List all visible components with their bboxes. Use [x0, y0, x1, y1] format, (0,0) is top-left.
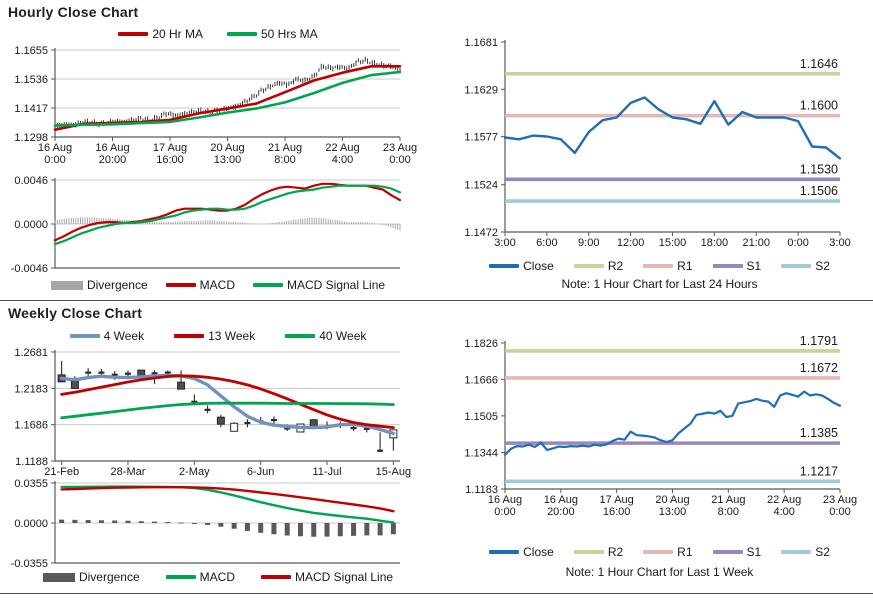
legend-item-divergence [51, 278, 148, 292]
svg-text:1.1472: 1.1472 [464, 227, 498, 239]
legend-label-r1: R1 [677, 545, 693, 559]
hourly-candles [55, 57, 400, 129]
legend-item-s2 [781, 545, 830, 559]
weekly-macd-svg [0, 478, 436, 572]
svg-text:23 Aug: 23 Aug [822, 494, 858, 506]
weekly-sr-legend [446, 545, 873, 559]
50-hrs-ma-swatch [227, 32, 257, 36]
svg-text:12:00: 12:00 [616, 237, 645, 249]
legend-item-close [489, 545, 554, 559]
svg-text:1.1666: 1.1666 [464, 374, 498, 387]
svg-text:-0.0355: -0.0355 [10, 558, 48, 570]
svg-text:20:00: 20:00 [98, 154, 127, 166]
legend-item-r1 [643, 259, 692, 273]
weekly-divergence-bars [59, 520, 396, 537]
40-week-swatch [285, 334, 315, 338]
r1-swatch [643, 264, 673, 268]
svg-text:0:00: 0:00 [829, 506, 851, 518]
svg-text:13:00: 13:00 [213, 154, 242, 166]
svg-text:13:00: 13:00 [658, 506, 687, 518]
svg-text:0.0355: 0.0355 [14, 478, 48, 490]
legend-item-r1 [643, 545, 692, 559]
r2-swatch [574, 264, 604, 268]
svg-text:1.1791: 1.1791 [799, 333, 838, 348]
svg-text:0:00: 0:00 [494, 506, 516, 518]
svg-text:1.1530: 1.1530 [799, 162, 838, 177]
svg-text:1.1344: 1.1344 [464, 447, 498, 460]
weekly-close-chart-title: Weekly Close Chart [8, 305, 143, 321]
legend-label-13-week: 13 Week [208, 329, 256, 343]
legend-item-close [489, 259, 554, 273]
svg-text:1.1629: 1.1629 [464, 84, 498, 97]
legend-label-20-hr-ma: 20 Hr MA [152, 27, 203, 41]
legend-item-50-hrs-ma [227, 27, 318, 41]
svg-text:-0.0046: -0.0046 [10, 263, 48, 275]
s1-swatch [713, 550, 743, 554]
svg-text:18:00: 18:00 [700, 237, 729, 249]
section-divider-bottom [0, 593, 873, 594]
svg-text:16:00: 16:00 [156, 154, 184, 166]
svg-text:1.1385: 1.1385 [799, 426, 838, 441]
svg-text:1.1298: 1.1298 [14, 132, 48, 144]
hourly-macd-svg [0, 172, 436, 276]
svg-text:0:00: 0:00 [389, 154, 411, 166]
svg-text:1.1506: 1.1506 [799, 184, 838, 199]
legend-item-13-week [174, 329, 255, 343]
s1-swatch [713, 264, 743, 268]
svg-text:15:00: 15:00 [658, 237, 687, 249]
svg-text:1.1655: 1.1655 [14, 45, 48, 57]
svg-text:0:00: 0:00 [787, 237, 809, 249]
svg-text:1.1826: 1.1826 [464, 338, 498, 350]
hourly-support-resistance-chart [446, 28, 873, 263]
svg-text:0:00: 0:00 [44, 154, 66, 166]
svg-text:16 Aug: 16 Aug [95, 142, 130, 154]
weekly-macd-legend [0, 570, 436, 584]
hourly-price-svg [0, 44, 436, 170]
svg-text:1.1681: 1.1681 [464, 37, 498, 49]
legend-item-40-week [285, 329, 366, 343]
legend-label-close: Close [523, 259, 554, 273]
hourly-close-chart-title: Hourly Close Chart [8, 4, 139, 20]
svg-text:23 Aug: 23 Aug [382, 142, 418, 154]
svg-text:21-Feb: 21-Feb [44, 466, 80, 478]
svg-text:11-Jul: 11-Jul [312, 466, 342, 478]
legend-label-macd: MACD [199, 278, 235, 292]
legend-item-s1 [713, 259, 762, 273]
weekly-sr-note: Note: 1 Hour Chart for Last 1 Week [565, 565, 754, 579]
legend-item-r2 [574, 259, 623, 273]
hourly-macd-legend [0, 278, 436, 292]
svg-text:15-Aug: 15-Aug [375, 466, 412, 478]
legend-item-s1 [713, 545, 762, 559]
legend-label-macd-signal-line: MACD Signal Line [287, 278, 386, 292]
section-divider-mid [0, 300, 873, 301]
svg-text:17 Aug: 17 Aug [599, 494, 634, 506]
hourly-macd-chart [0, 172, 436, 281]
svg-text:16 Aug: 16 Aug [543, 494, 578, 506]
svg-text:1.2681: 1.2681 [14, 347, 48, 359]
s2-swatch [781, 550, 811, 554]
legend-label-50-hrs-ma: 50 Hrs MA [261, 27, 318, 41]
weekly-price-svg [0, 346, 436, 480]
svg-text:3:00: 3:00 [494, 237, 516, 249]
13-week-swatch [174, 334, 204, 338]
svg-text:1.1646: 1.1646 [799, 56, 838, 71]
svg-text:1.1183: 1.1183 [465, 484, 498, 496]
weekly-macd-chart [0, 478, 436, 577]
legend-label-s2: S2 [815, 545, 830, 559]
svg-text:1.1686: 1.1686 [14, 419, 48, 432]
legend-item-macd-signal-line [261, 570, 393, 584]
svg-text:20:00: 20:00 [547, 506, 575, 518]
weekly-price-legend [0, 329, 436, 343]
legend-item-macd [166, 570, 235, 584]
hourly-price-legend [0, 27, 436, 41]
svg-text:1.1536: 1.1536 [14, 74, 48, 86]
svg-text:22 Aug: 22 Aug [767, 494, 802, 506]
svg-text:4:00: 4:00 [331, 154, 354, 166]
hourly-price-chart [0, 44, 436, 175]
svg-text:0.0000: 0.0000 [14, 219, 48, 231]
macd-signal-line-swatch [253, 283, 283, 287]
svg-text:1.2183: 1.2183 [14, 383, 48, 396]
svg-text:21 Aug: 21 Aug [267, 142, 303, 154]
svg-text:9:00: 9:00 [578, 237, 600, 249]
svg-text:1.1417: 1.1417 [14, 103, 48, 115]
svg-text:2-May: 2-May [179, 466, 210, 478]
legend-item-divergence [43, 570, 140, 584]
svg-text:21 Aug: 21 Aug [711, 494, 746, 506]
divergence-swatch [51, 281, 83, 290]
legend-item-macd [166, 278, 235, 292]
legend-label-4-week: 4 Week [103, 329, 145, 343]
svg-text:1.1188: 1.1188 [15, 456, 48, 468]
legend-label-40-week: 40 Week [319, 329, 367, 343]
s2-swatch [781, 264, 811, 268]
weekly-candles [58, 361, 397, 452]
macd-swatch [166, 575, 196, 579]
svg-text:6-Jun: 6-Jun [246, 466, 275, 478]
legend-item-r2 [574, 545, 623, 559]
divergence-swatch [43, 573, 75, 582]
legend-label-r2: R2 [607, 545, 624, 559]
r1-swatch [643, 550, 673, 554]
svg-text:16:00: 16:00 [602, 506, 631, 518]
svg-text:3:00: 3:00 [829, 237, 851, 249]
svg-text:20 Aug: 20 Aug [655, 494, 690, 506]
svg-text:1.1505: 1.1505 [464, 410, 498, 423]
svg-text:16 Aug: 16 Aug [487, 494, 523, 506]
legend-label-divergence: Divergence [78, 570, 140, 584]
legend-label-s1: S1 [746, 259, 762, 273]
svg-text:1.1524: 1.1524 [464, 179, 498, 192]
weekly-support-resistance-chart [446, 330, 873, 531]
legend-label-close: Close [523, 545, 554, 559]
weekly-price-chart [0, 346, 436, 485]
svg-text:21:00: 21:00 [742, 237, 771, 249]
legend-label-macd: MACD [199, 570, 235, 584]
legend-label-s2: S2 [815, 259, 830, 273]
macd-swatch [166, 283, 196, 287]
20-hr-ma-swatch [118, 32, 148, 36]
svg-text:16 Aug: 16 Aug [37, 142, 73, 154]
legend-item-4-week [70, 329, 144, 343]
hourly-sr-svg [446, 28, 873, 258]
svg-text:1.1577: 1.1577 [464, 131, 498, 144]
close-swatch [489, 550, 519, 554]
svg-text:0.0046: 0.0046 [14, 175, 48, 187]
legend-label-macd-signal-line: MACD Signal Line [295, 570, 394, 584]
r2-swatch [574, 550, 604, 554]
svg-text:8:00: 8:00 [717, 506, 740, 518]
weekly-sr-svg [446, 330, 873, 526]
svg-text:8:00: 8:00 [274, 154, 296, 166]
close-swatch [489, 264, 519, 268]
legend-item-s2 [781, 259, 830, 273]
legend-label-r2: R2 [607, 259, 624, 273]
legend-label-r1: R1 [677, 259, 693, 273]
legend-label-divergence: Divergence [86, 278, 148, 292]
svg-text:22 Aug: 22 Aug [325, 142, 360, 154]
legend-label-s1: S1 [746, 545, 762, 559]
legend-item-macd-signal-line [253, 278, 385, 292]
svg-text:0.0000: 0.0000 [14, 518, 48, 530]
svg-text:20 Aug: 20 Aug [210, 142, 245, 154]
macd-signal-line-swatch [261, 575, 291, 579]
hourly-sr-note: Note: 1 Hour Chart for Last 24 Hours [561, 277, 758, 291]
svg-text:4:00: 4:00 [773, 506, 795, 518]
hourly-sr-legend [446, 259, 873, 273]
svg-text:1.1217: 1.1217 [799, 464, 838, 479]
4-week-swatch [70, 334, 100, 338]
svg-text:6:00: 6:00 [536, 237, 558, 249]
svg-text:17 Aug: 17 Aug [152, 142, 188, 154]
svg-text:1.1672: 1.1672 [799, 360, 838, 375]
legend-item-20-hr-ma [118, 27, 203, 41]
svg-text:1.1600: 1.1600 [799, 98, 838, 113]
svg-text:28-Mar: 28-Mar [110, 466, 146, 478]
